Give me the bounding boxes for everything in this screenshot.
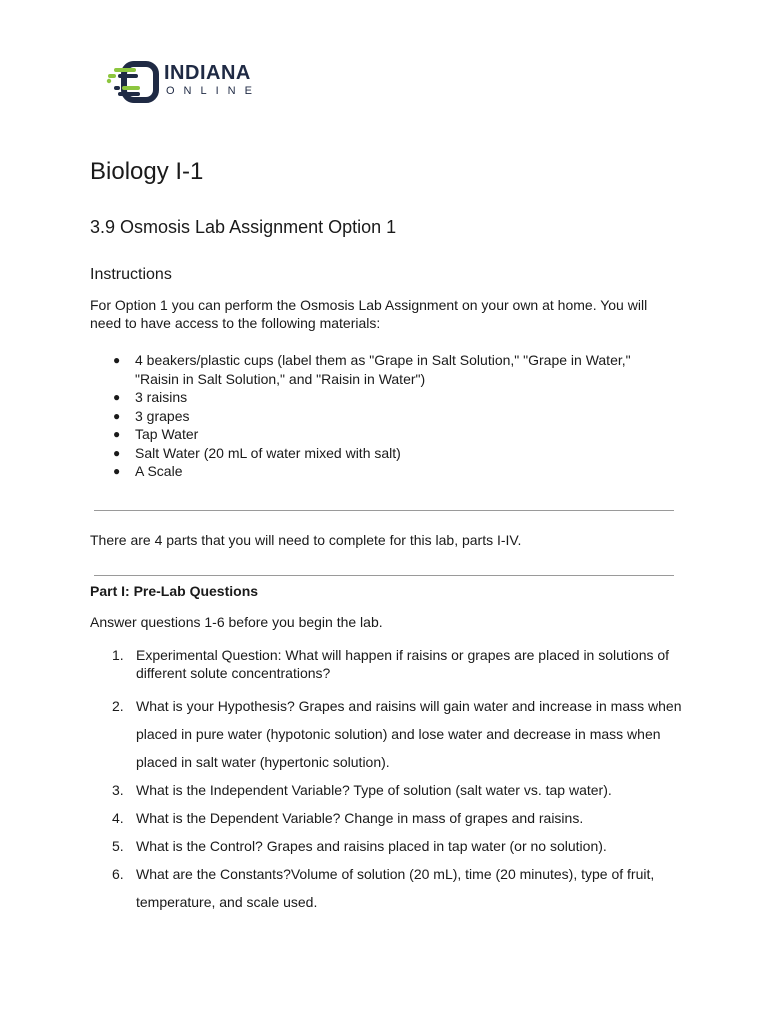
question-item: [90, 832, 690, 860]
intro-paragraph: For Option 1 you can perform the Osmosis Lab Assignment on your own at home. You will need to have access to the following materials:: [90, 297, 648, 331]
bullet-icon: ●: [113, 464, 121, 478]
question-text: What is your Hypothesis? Grapes and raisins will gain water and increase in mass when placed in pure water (hypotonic solution) and lose water and decrease in mass when placed in salt water (hypertonic solution).: [136, 698, 682, 770]
question-item: [90, 646, 690, 682]
course-title: Biology I-1: [90, 158, 204, 185]
question-number: 2.: [112, 698, 124, 714]
horizontal-divider: [94, 510, 674, 511]
list-item: ● A Scale: [113, 463, 183, 479]
list-item: ● Salt Water (20 mL of water mixed with salt): [113, 444, 401, 461]
question-text: What is the Control? Grapes and raisins placed in tap water (or no solution).: [136, 838, 607, 854]
bullet-icon: ●: [113, 390, 121, 404]
list-item: ● 3 grapes: [113, 407, 190, 424]
indiana-online-logo: [106, 60, 276, 104]
list-item: ● 3 raisins: [113, 389, 188, 405]
list-item: ● 4 beakers/plastic cups (label them as "Grape in Salt Solution," "Grape in Water," "Raisin in Salt Solution," and "Raisin in Water"): [113, 352, 631, 387]
part-1-heading: Part I: Pre-Lab Questions: [90, 583, 259, 599]
answer-note: Answer questions 1-6 before you begin the lab.: [90, 614, 383, 630]
bullet-icon: ●: [113, 408, 121, 423]
materials-list: [113, 351, 673, 481]
bullet-icon: ●: [113, 427, 121, 441]
question-text: Experimental Question: What will happen if raisins or grapes are placed in solutions of different solute concentrations?: [136, 647, 670, 681]
question-text: What are the Constants?Volume of solution (20 mL), time (20 minutes), type of fruit, temperature, and scale used.: [136, 866, 655, 910]
question-number: 5.: [112, 838, 124, 854]
parts-note: There are 4 parts that you will need to complete for this lab, parts I-IV.: [90, 532, 522, 548]
question-item: [90, 776, 690, 804]
bullet-icon: ●: [113, 445, 121, 460]
bullet-icon: ●: [113, 353, 121, 367]
instructions-heading: Instructions: [90, 266, 172, 283]
question-number: 1.: [112, 647, 124, 663]
question-number: 3.: [112, 782, 124, 798]
question-text: What is the Independent Variable? Type of solution (salt water vs. tap water).: [136, 782, 612, 798]
question-number: 6.: [112, 866, 124, 882]
question-item: [90, 860, 690, 916]
pre-lab-questions: [90, 646, 690, 916]
question-item: [90, 804, 690, 832]
question-text: What is the Dependent Variable? Change in mass of grapes and raisins.: [136, 810, 584, 826]
logo-word-indiana: INDIANA: [164, 62, 251, 84]
question-item: [90, 692, 690, 776]
question-number: 4.: [112, 810, 124, 826]
horizontal-divider: [94, 575, 674, 576]
assignment-title: 3.9 Osmosis Lab Assignment Option 1: [90, 217, 397, 237]
logo-word-online: ONLINE: [166, 85, 261, 97]
list-item: ● Tap Water: [113, 426, 199, 442]
logo-mark-icon: [106, 60, 166, 104]
